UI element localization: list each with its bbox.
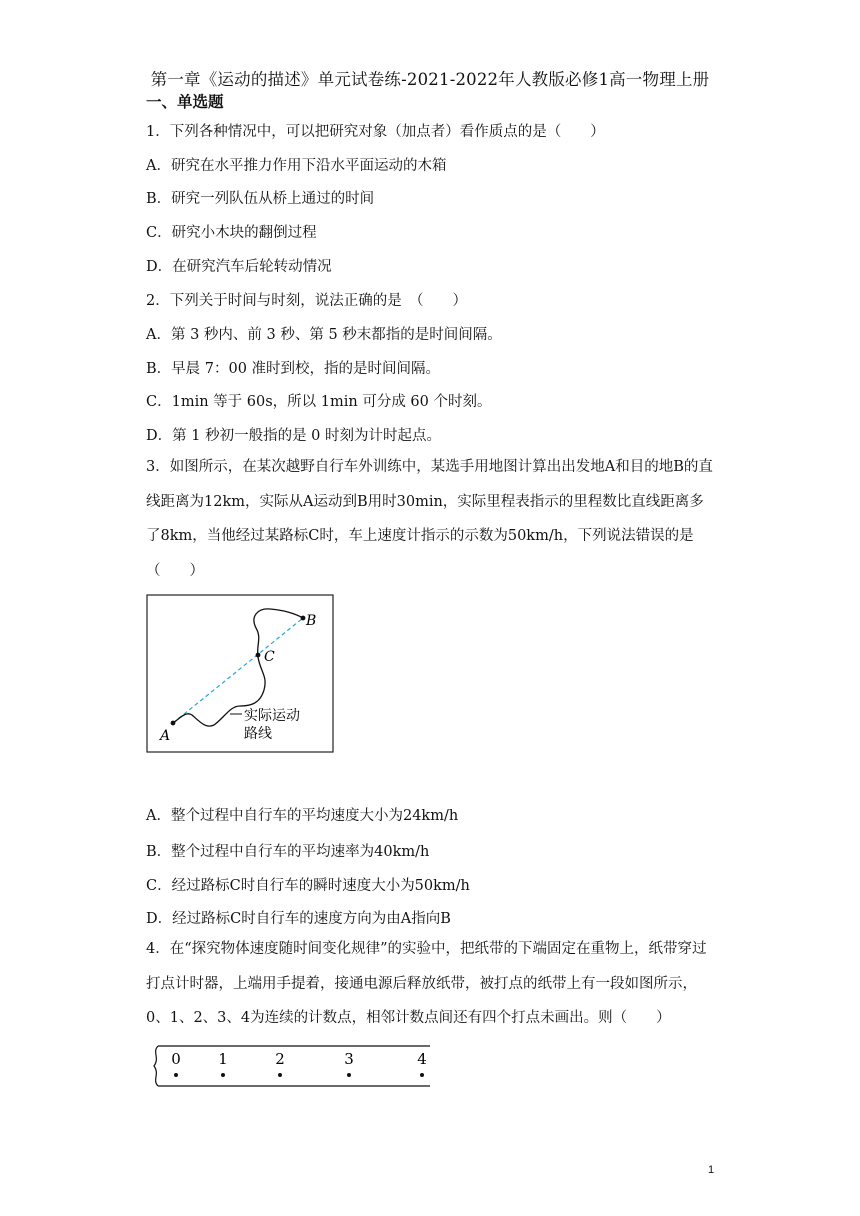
- tape-label-3: 3: [344, 1050, 354, 1068]
- tape-label-1: 1: [218, 1050, 228, 1068]
- point-a-dot: [171, 721, 176, 726]
- page-number: 1: [708, 1164, 715, 1176]
- question-3-stem: 3．如图所示，在某次越野自行车外训练中，某选手用地图计算出出发地A和目的地B的直线距离为12km，实际从A运动到B用时30min，实际里程表指示的里程数比直线距离多了8km，当他经过某路标C时，车上速度计指示的示数为50km/h，下列说法错误的是（ ）: [146, 459, 713, 579]
- tape-torn-edge: [154, 1046, 158, 1086]
- question-2-option-d: D．第 1 秒初一般指的是 0 时刻为计时起点。: [146, 428, 442, 444]
- tape-label-0: 0: [171, 1050, 181, 1068]
- tape-dot-4: [420, 1073, 424, 1077]
- label-c: C: [264, 649, 275, 665]
- label-a: A: [160, 728, 171, 744]
- route-label-line-2: 路线: [244, 726, 272, 742]
- question-2-option-a: A．第 3 秒内、前 3 秒、第 5 秒末都指的是时间间隔。: [146, 327, 502, 343]
- tape-point-2: [275, 1050, 285, 1077]
- label-b: B: [306, 613, 317, 629]
- question-2-stem: 2．下列关于时间与时刻，说法正确的是 （ ）: [146, 293, 467, 309]
- tape-point-1: [218, 1050, 228, 1077]
- question-1-option-d: D．在研究汽车后轮转动情况: [146, 259, 332, 275]
- document-title: 第一章《运动的描述》单元试卷练-2021-2022年人教版必修1高一物理上册: [150, 70, 710, 89]
- question-3-option-c: C．经过路标C时自行车的瞬时速度大小为50km/h: [146, 878, 470, 894]
- point-c-dot: [256, 653, 261, 658]
- question-2-option-b: B．早晨 7：00 准时到校，指的是时间间隔。: [146, 361, 441, 377]
- question-3-option-a: A．整个过程中自行车的平均速度大小为24km/h: [146, 808, 459, 824]
- tape-dot-3: [347, 1073, 351, 1077]
- tape-point-4: [417, 1050, 427, 1077]
- section-heading: 一、单选题: [146, 92, 224, 111]
- question-1-option-a: A．研究在水平推力作用下沿水平面运动的木箱: [146, 158, 447, 174]
- tape-dot-0: [174, 1073, 178, 1077]
- tape-point-3: [344, 1050, 354, 1077]
- question-3-option-d: D．经过路标C时自行车的速度方向为由A指向B: [146, 911, 451, 927]
- question-1-option-b: B．研究一列队伍从桥上通过的时间: [146, 191, 375, 207]
- route-map-figure: [146, 594, 336, 754]
- tape-dot-1: [221, 1073, 225, 1077]
- question-2-option-c: C．1min 等于 60s，所以 1min 可分成 60 个时刻。: [146, 394, 492, 410]
- question-3-option-b: B．整个过程中自行车的平均速率为40km/h: [146, 844, 430, 860]
- tape-label-2: 2: [275, 1050, 285, 1068]
- tape-dot-2: [278, 1073, 282, 1077]
- question-4-stem: 4．在“探究物体速度随时间变化规律”的实验中，把纸带的下端固定在重物上，纸带穿过打点计时器，上端用手提着，接通电源后释放纸带，被打点的纸带上有一段如图所示，0、1、2、3、4为连续的计数点，相邻计数点间还有四个打点未画出。则（ ）: [146, 941, 707, 1026]
- tape-label-4: 4: [417, 1050, 427, 1068]
- question-1-stem: 1．下列各种情况中，可以把研究对象（加点者）看作质点的是（ ）: [146, 124, 605, 140]
- question-1-option-c: C．研究小木块的翻倒过程: [146, 225, 317, 241]
- point-b-dot: [301, 616, 306, 621]
- paper-tape-figure: [150, 1042, 435, 1092]
- tape-point-0: [171, 1050, 181, 1077]
- route-label-line-1: 实际运动: [244, 708, 300, 724]
